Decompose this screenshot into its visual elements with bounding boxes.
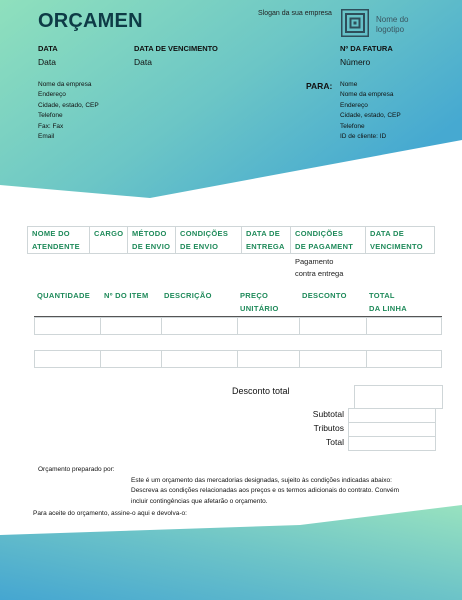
header-due-date: DATA DE VENCIMENTO xyxy=(366,227,435,254)
cell-line-total[interactable] xyxy=(367,318,442,335)
tax-label: Tributos xyxy=(313,423,344,433)
to-label: PARA: xyxy=(306,81,333,91)
total-discount-field[interactable] xyxy=(354,385,443,409)
items-table xyxy=(34,317,442,335)
tax-field[interactable] xyxy=(348,422,436,437)
subtotal-field[interactable] xyxy=(348,408,436,423)
terms-text: Este é um orçamento das mercadorias designadas, sujeito às condições indicadas abaixo: Descreva as condições relacionadas aos preços e os termos adicionais do contrato. Convém incluir contingências que afetarão o orçamento. xyxy=(131,477,400,505)
shipping-table xyxy=(27,226,435,254)
company-address-block xyxy=(38,80,99,142)
client-address-block xyxy=(340,80,401,142)
cell-discount[interactable] xyxy=(300,351,367,368)
company-city[interactable]: Cidade, estado, CEP xyxy=(38,101,99,109)
subtotal-label: Subtotal xyxy=(312,409,344,419)
table-row xyxy=(35,318,442,335)
table-row xyxy=(35,351,442,368)
header-unit-price: PREÇO UNITÁRIO xyxy=(240,291,279,313)
cell-unit-price[interactable] xyxy=(238,318,300,335)
client-address[interactable]: Endereço xyxy=(340,101,368,109)
date-value[interactable]: Data xyxy=(38,57,56,67)
header-payment-terms: CONDIÇÕES DE PAGAMENT xyxy=(291,227,366,254)
cell-unit-price[interactable] xyxy=(238,351,300,368)
header-shipping-method: MÉTODO DE ENVIO xyxy=(128,227,176,254)
logo-text: Nome do logotipo xyxy=(376,15,409,34)
header-salesperson: NOME DO ATENDENTE xyxy=(28,227,90,254)
total-field[interactable] xyxy=(348,436,436,451)
date-label: DATA xyxy=(38,44,58,53)
client-name[interactable]: Nome xyxy=(340,81,358,88)
header-discount: DESCONTO xyxy=(302,291,347,300)
cell-item-number[interactable] xyxy=(101,351,162,368)
client-city[interactable]: Cidade, estado, CEP xyxy=(340,112,401,120)
client-id[interactable]: ID de cliente: ID xyxy=(340,133,387,141)
company-phone[interactable]: Telefone xyxy=(38,112,63,120)
company-fax[interactable]: Fax: Fax xyxy=(38,122,64,130)
invoice-number-value[interactable]: Número xyxy=(340,57,371,67)
due-date-label: DATA DE VENCIMENTO xyxy=(134,44,218,53)
due-date-value[interactable]: Data xyxy=(134,57,152,67)
invoice-number-label: Nº DA FATURA xyxy=(340,44,393,53)
header-item-number: Nº DO ITEM xyxy=(104,291,149,300)
company-slogan: Slogan da sua empresa xyxy=(258,10,332,17)
cell-line-total[interactable] xyxy=(367,351,442,368)
company-address[interactable]: Endereço xyxy=(38,91,66,99)
cell-description[interactable] xyxy=(162,351,238,368)
cell-item-number[interactable] xyxy=(101,318,162,335)
cell-quantity[interactable] xyxy=(35,318,101,335)
total-label: Total xyxy=(326,437,344,447)
company-email[interactable]: Email xyxy=(38,133,55,141)
header-delivery-date: DATA DE ENTREGA xyxy=(242,227,291,254)
prepared-by-label: Orçamento preparado por: xyxy=(38,466,115,473)
total-discount-label: Desconto total xyxy=(232,386,290,396)
client-company[interactable]: Nome da empresa xyxy=(340,91,394,99)
header-shipping-terms: CONDIÇÕES DE ENVIO xyxy=(176,227,242,254)
company-name[interactable]: Nome da empresa xyxy=(38,81,92,88)
client-phone[interactable]: Telefone xyxy=(340,122,365,130)
cell-quantity[interactable] xyxy=(35,351,101,368)
payment-terms-value[interactable]: Pagamento contra entrega xyxy=(295,257,344,278)
header-line-total: TOTAL DA LINHA xyxy=(369,291,407,313)
header-description: DESCRIÇÃO xyxy=(164,291,212,300)
header-quantity: QUANTIDADE xyxy=(37,291,90,300)
header-job: CARGO xyxy=(90,227,128,254)
document-title: ORÇAMEN xyxy=(38,10,143,32)
cell-discount[interactable] xyxy=(300,318,367,335)
cell-description[interactable] xyxy=(162,318,238,335)
acceptance-text: Para aceite do orçamento, assine-o aqui e devolva-o: xyxy=(33,510,187,517)
items-table-row-2 xyxy=(34,350,442,368)
logo-icon xyxy=(341,9,369,37)
